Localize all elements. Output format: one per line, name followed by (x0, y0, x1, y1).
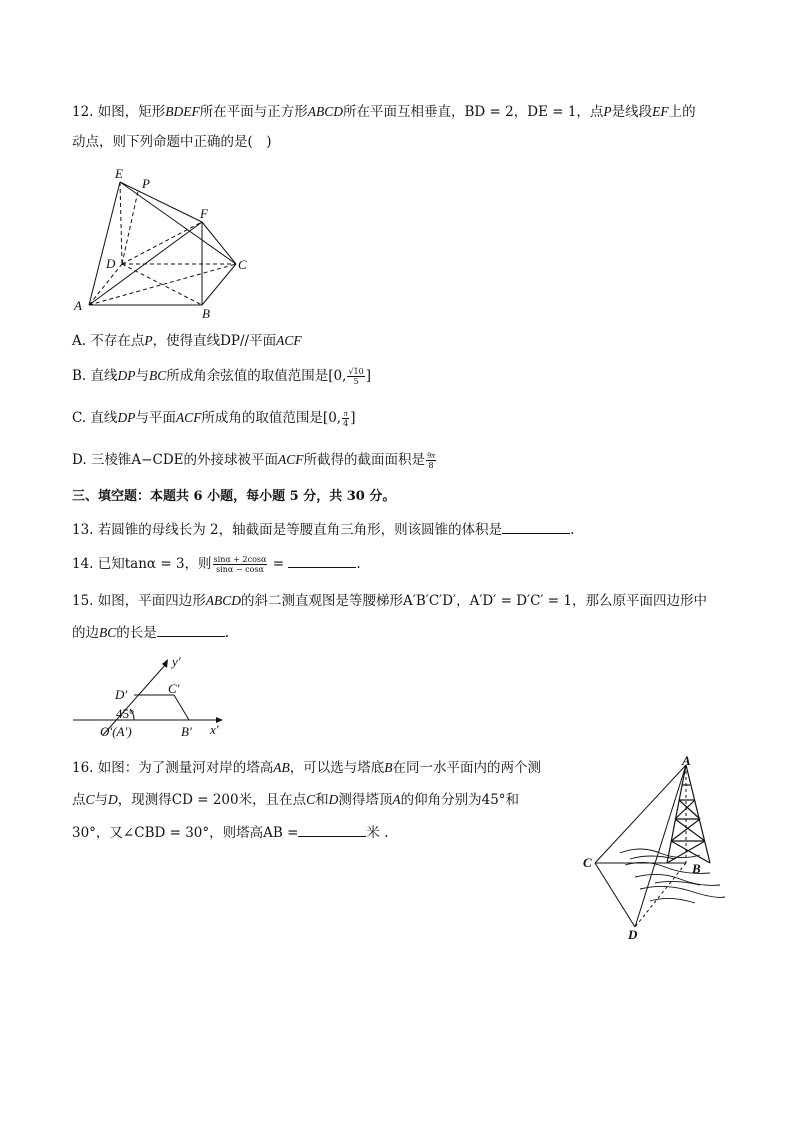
q15-text: 的长是 (116, 625, 157, 641)
opt-var: ACF (175, 410, 202, 425)
q15-line1 (72, 591, 707, 611)
frac-num: √10 (348, 367, 364, 376)
q14-line (72, 553, 361, 574)
fraction (213, 555, 268, 574)
opt-var: P (144, 333, 153, 348)
q16-text: 测得塔顶 (338, 792, 393, 808)
label-d: D (628, 927, 638, 942)
q16-text: 和 (315, 792, 329, 808)
label-x: x′ (210, 722, 219, 737)
fraction (426, 451, 436, 470)
section-heading: 三、填空题：本题共 6 小题，每小题 5 分，共 30 分。 (72, 489, 396, 504)
answer-blank[interactable] (298, 822, 366, 837)
opt-text: 与 (135, 368, 150, 384)
edge-bc (202, 264, 236, 305)
tower (667, 765, 710, 863)
label-b: B (692, 861, 701, 876)
q12-text: 所在平面与正方形 (199, 104, 308, 120)
edge-dp (122, 191, 138, 264)
q12-line1 (72, 102, 696, 122)
edge-ed (120, 182, 122, 264)
q16-figure (580, 755, 730, 945)
opt-var: ACF (278, 452, 304, 467)
q16-text: 在同一水平面内的两个测 (392, 760, 542, 776)
line-bd (635, 863, 686, 927)
q16-line2 (72, 790, 519, 810)
edge-df (122, 222, 202, 264)
frac-num: π (343, 409, 348, 418)
q12-option-c (72, 408, 355, 428)
q15-var: ABCD (205, 593, 242, 608)
q12-option-a (72, 331, 302, 351)
opt-var: DP (117, 410, 136, 425)
frac-num: 9π (427, 451, 436, 460)
q16-var: C (306, 792, 316, 807)
q16-text: ，可以选与塔底 (289, 760, 385, 776)
label-o: O′(A′) (100, 724, 132, 739)
q16-line1 (72, 758, 541, 778)
q16-text: 点 (72, 792, 86, 808)
river-waves (620, 849, 725, 903)
q16-text: 30°，又∠CBD = 30°，则塔高AB = (72, 825, 299, 841)
opt-text: C. 直线 (72, 410, 118, 426)
q12-point: P (603, 104, 612, 119)
frac-den: sinα − cosα (216, 565, 264, 574)
y-arrow (162, 659, 168, 668)
q15-text: 15. 如图，平面四边形 (72, 593, 206, 609)
label-c: C (583, 855, 592, 870)
q16-var: D (328, 792, 339, 807)
q12-figure (70, 162, 260, 322)
label-b: B′ (181, 724, 192, 739)
q15-figure (68, 650, 238, 745)
opt-text: ，使得直线DP//平面 (152, 333, 277, 349)
q12-text: 所在平面互相垂直，BD = 2，DE = 1，点 (343, 104, 604, 120)
label-c: C′ (168, 681, 180, 696)
opt-text: 与平面 (135, 410, 176, 426)
q13-end: . (570, 522, 575, 538)
opt-var: ACF (276, 333, 302, 348)
q16-var: AB (273, 760, 290, 775)
q12-line2: 动点，则下列命题中正确的是( ) (72, 134, 272, 150)
q16-text: 16. 如图：为了测量河对岸的塔高 (72, 760, 274, 776)
fraction (347, 367, 364, 386)
label-e: E (115, 166, 123, 181)
opt-text: A. 不存在点 (72, 333, 145, 349)
q15-text: 的斜二测直观图是等腰梯形A′B′C′D′，A′D′ = D′C′ = 1，那么原平面四边形中 (241, 593, 707, 609)
q12-text: 是线段 (611, 104, 653, 120)
q12-text: 12. 如图，矩形 (72, 104, 166, 120)
line-cd (595, 863, 635, 927)
line-ac (595, 765, 686, 863)
q12-square-name: ABCD (307, 104, 344, 119)
q16-var: D (108, 792, 118, 807)
opt-text: 所成角余弦值的取值范围是[0, (166, 368, 347, 384)
opt-text: 所截得的截面面积是 (303, 452, 425, 468)
q15-end: . (224, 625, 230, 641)
q16-var: B (384, 760, 393, 775)
q12-rect-name: BDEF (165, 104, 200, 119)
edge-cb (174, 695, 189, 720)
label-f: F (200, 206, 208, 221)
frac-den: 5 (353, 377, 359, 386)
opt-var: BC (149, 368, 167, 383)
label-d: D′ (115, 687, 128, 702)
q15-text: 的边 (72, 625, 99, 641)
label-d: D (106, 256, 116, 271)
opt-text: 所成角的取值范围是[0, (201, 410, 342, 426)
q16-text: ，现测得CD = 200米，且在点 (117, 792, 307, 808)
q12-option-b (72, 366, 371, 386)
frac-den: 8 (428, 461, 434, 470)
label-c: C (238, 257, 247, 272)
label-b: B (202, 306, 210, 321)
q16-line3 (72, 822, 389, 843)
label-p: P (142, 176, 150, 191)
opt-var: DP (117, 368, 136, 383)
edge-db (122, 264, 202, 305)
answer-blank[interactable] (157, 622, 225, 637)
q15-line2 (72, 622, 229, 643)
q14-text: 14. 已知tanα = 3，则 (72, 556, 212, 572)
q14-eq: = (268, 556, 289, 572)
q13-text: 13. 若圆锥的母线长为 2，轴截面是等腰直角三角形，则该圆锥的体积是 (72, 522, 503, 538)
opt-text: ] (365, 368, 371, 384)
frac-den: 4 (343, 419, 349, 428)
q12-option-d (72, 450, 437, 470)
line-ad (635, 765, 686, 927)
label-angle: 45° (116, 706, 135, 721)
q16-var: A (392, 792, 401, 807)
answer-blank[interactable] (502, 519, 570, 534)
q16-text: 米 . (366, 825, 389, 841)
opt-text: ] (350, 410, 356, 426)
opt-text: D. 三棱锥A−CDE的外接球被平面 (72, 452, 278, 468)
q16-var: C (85, 792, 95, 807)
frac-num: sinα + 2cosα (213, 555, 267, 564)
opt-text: B. 直线 (72, 368, 118, 384)
q12-text: 上的 (668, 104, 696, 120)
q16-text: 的仰角分别为45°和 (400, 792, 520, 808)
edge-ae (89, 182, 120, 305)
answer-blank[interactable] (288, 553, 356, 568)
fraction (342, 409, 349, 428)
label-a: A (682, 755, 691, 768)
q14-end: . (356, 556, 361, 572)
q15-var: BC (99, 625, 117, 640)
q13-line (72, 519, 574, 540)
q12-segment: EF (652, 104, 669, 119)
label-y: y′ (172, 654, 181, 669)
label-a: A (74, 298, 82, 313)
q16-text: 与 (94, 792, 109, 808)
